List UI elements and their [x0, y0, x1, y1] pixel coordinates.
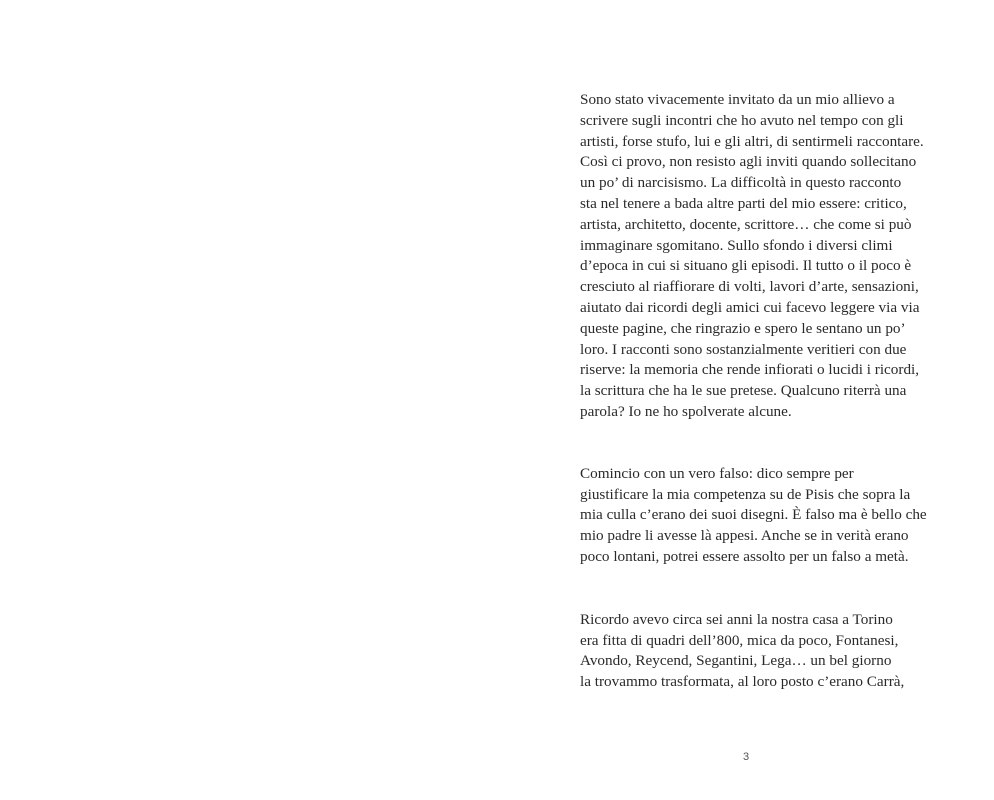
text-line: riserve: la memoria che rende infiorati o lucidi i ricordi, [580, 361, 920, 379]
text-line: Così ci provo, non resisto agli inviti quando sollecitano [580, 153, 917, 171]
text-line: Sono stato vivacemente invitato da un mio allievo a [580, 91, 895, 108]
text-line: mia culla c’erano dei suoi disegni. È falso ma è bello che [580, 506, 927, 524]
text-line: d’epoca in cui si situano gli episodi. Il tutto o il poco è [580, 257, 912, 275]
paragraph-2 [580, 464, 940, 568]
text-line: Ricordo avevo circa sei anni la nostra casa a Torino [580, 610, 893, 628]
text-line: aiutato dai ricordi degli amici cui facevo leggere via via [580, 298, 920, 316]
text-line: poco lontani, potrei essere assolto per un falso a metà. [580, 547, 909, 565]
text-line: la trovammo trasformata, al loro posto c’erano Carrà, [580, 673, 905, 691]
text-line: queste pagine, che ringrazio e spero le sentano un po’ [580, 319, 906, 337]
body-text [580, 90, 940, 693]
text-line: parola? Io ne ho spolverate alcune. [580, 402, 792, 420]
text-line: loro. I racconti sono sostanzialmente veritieri con due [580, 340, 907, 358]
text-line: un po’ di narcisismo. La difficoltà in questo racconto [580, 174, 902, 192]
text-line: artista, architetto, docente, scrittore… che come si può [580, 215, 912, 233]
text-line: Avondo, Reycend, Segantini, Lega… un bel giorno [580, 652, 892, 670]
page-number: 3 [742, 751, 750, 763]
text-line: giustificare la mia competenza su de Pisis che sopra la [580, 485, 911, 503]
text-line: Comincio con un vero falso: dico sempre per [580, 464, 854, 482]
paragraph-1 [580, 90, 940, 423]
paragraph-3 [580, 610, 940, 693]
text-line: la scrittura che ha le sue pretese. Qualcuno riterrà una [580, 382, 907, 400]
text-line: scrivere sugli incontri che ho avuto nel tempo con gli [580, 111, 904, 129]
text-line: artisti, forse stufo, lui e gli altri, di sentirmeli raccontare. [580, 132, 924, 150]
text-line: cresciuto al riaffiorare di volti, lavori d’arte, sensazioni, [580, 278, 919, 296]
text-line: immaginare sgomitano. Sullo sfondo i diversi climi [580, 236, 893, 254]
text-line: mio padre li avesse là appesi. Anche se in verità erano [580, 527, 909, 545]
text-line: sta nel tenere a bada altre parti del mio essere: critico, [580, 194, 907, 212]
text-line: era fitta di quadri dell’800, mica da poco, Fontanesi, [580, 631, 899, 649]
